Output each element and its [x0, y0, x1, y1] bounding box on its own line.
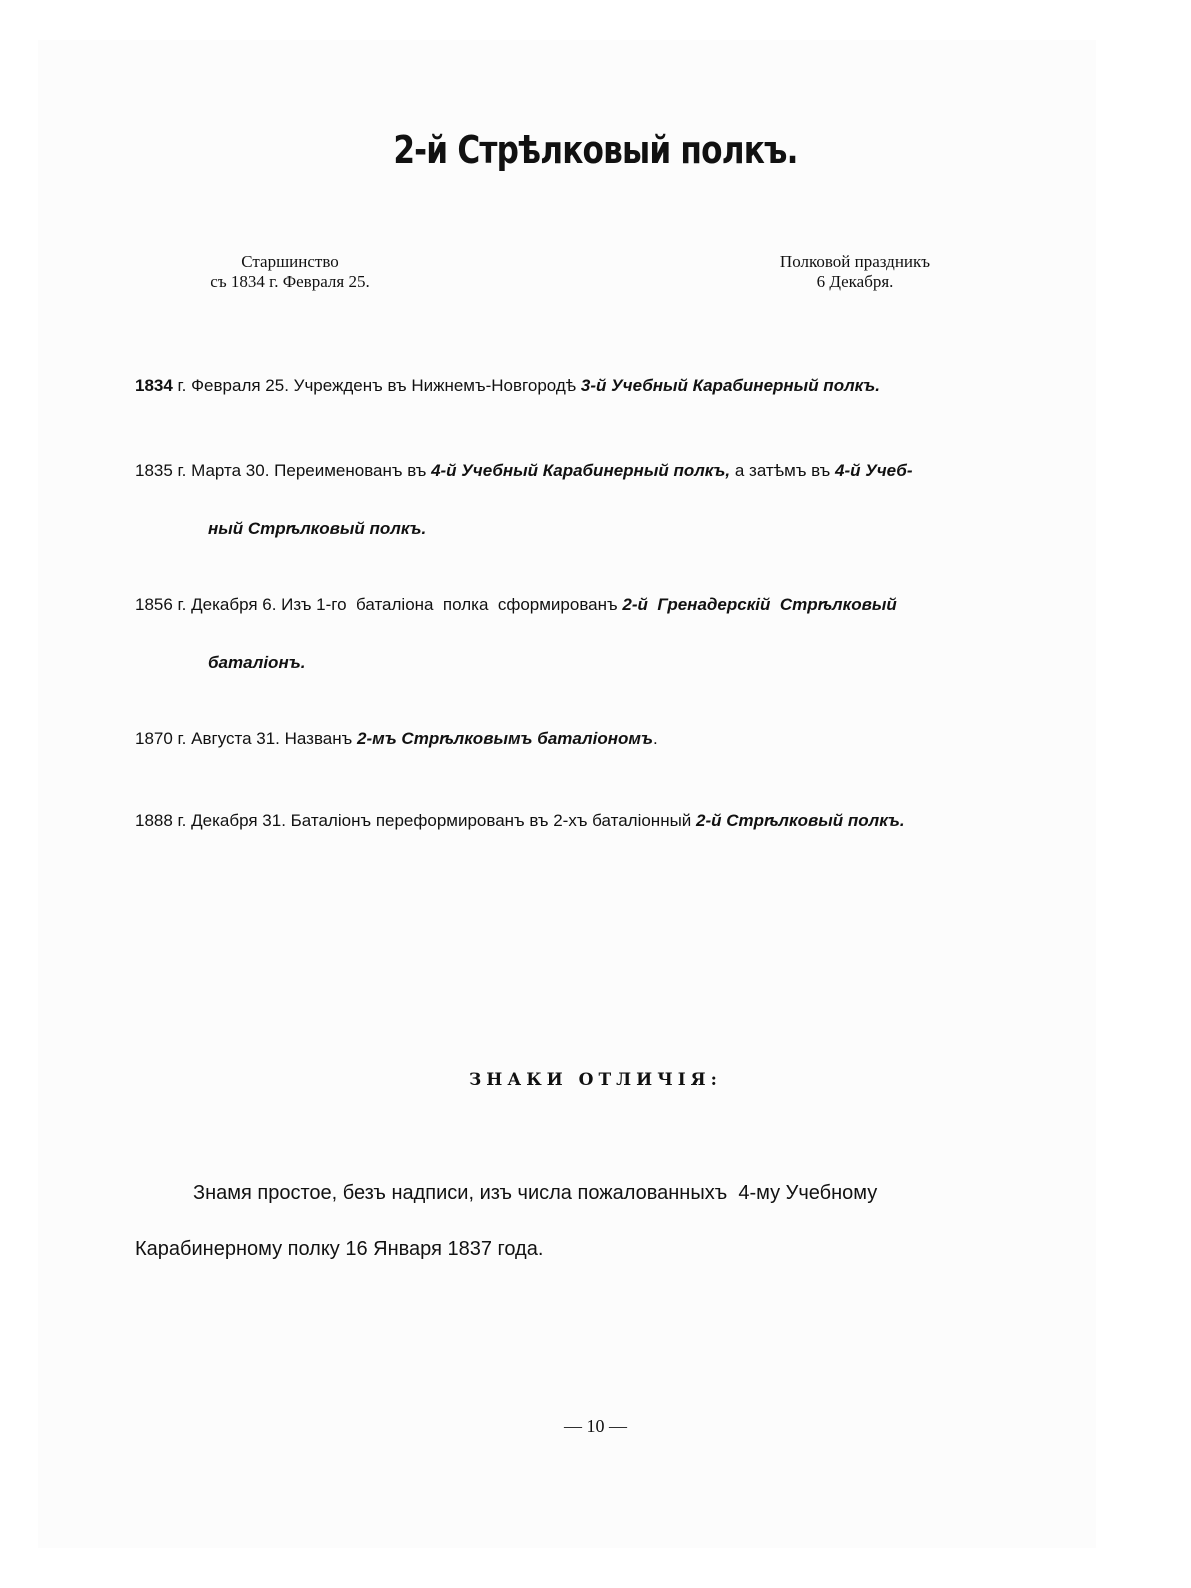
history-entry — [135, 811, 1015, 831]
entry-continuation: баталіонъ. — [208, 653, 306, 672]
entry-unit: 2-мъ Стрѣлковымъ баталіономъ — [357, 729, 653, 748]
entry-year: 1835 — [135, 461, 173, 480]
seniority-block — [180, 252, 400, 292]
entry-unit: 4-й Учебный Карабинерный полкъ, — [431, 461, 731, 480]
history-entry — [135, 729, 1015, 749]
holiday-date: 6 Декабря. — [816, 272, 894, 291]
entry-unit: 2-й Стрѣлковый полкъ. — [696, 811, 905, 830]
entry-text: г. Декабря 6. Изъ 1-го баталіона полка сформированъ — [172, 595, 623, 614]
entry-text-tail: а затѣмъ въ — [730, 461, 835, 480]
entry-unit-secondary: 4-й Учеб- — [835, 461, 913, 480]
history-entry — [135, 461, 1015, 538]
page-title: 2-й Стрѣлковый полкъ. — [393, 128, 798, 172]
distinctions-text-line-1: Знамя простое, безъ надписи, изъ числа пожалованныхъ 4-му Учебному — [193, 1182, 878, 1204]
seniority-date: съ 1834 г. Февраля 25. — [210, 272, 370, 291]
entry-text-tail: . — [652, 729, 658, 748]
holiday-label: Полковой праздникъ — [779, 252, 931, 271]
entry-unit: 2-й Гренадерскій Стрѣлковый — [622, 595, 897, 614]
entry-year: 1834 — [135, 376, 173, 395]
distinctions-heading: ЗНАКИ ОТЛИЧІЯ: — [469, 1070, 722, 1090]
seniority-label: Старшинство — [241, 252, 339, 271]
history-entry — [135, 595, 1015, 672]
entry-year: 1870 — [135, 729, 173, 748]
entry-year: 1888 — [135, 811, 173, 830]
entry-unit: 3-й Учебный Карабинерный полкъ. — [580, 376, 881, 395]
distinctions-text-line-2: Карабинерному полку 16 Января 1837 года. — [135, 1238, 544, 1260]
entry-continuation: ный Стрѣлковый полкъ. — [208, 519, 427, 538]
entry-text: г. Августа 31. Названъ — [172, 729, 357, 748]
holiday-block — [755, 252, 955, 292]
page-number: — 10 — — [564, 1416, 627, 1436]
entry-text: г. Февраля 25. Учрежденъ въ Нижнемъ-Новгородѣ — [172, 376, 581, 395]
entry-text: г. Декабря 31. Баталіонъ переформированъ въ 2-хъ баталіонный — [172, 811, 697, 830]
entry-year: 1856 — [135, 595, 173, 614]
history-entry — [135, 376, 1015, 396]
entry-text: г. Марта 30. Переименованъ въ — [172, 461, 432, 480]
